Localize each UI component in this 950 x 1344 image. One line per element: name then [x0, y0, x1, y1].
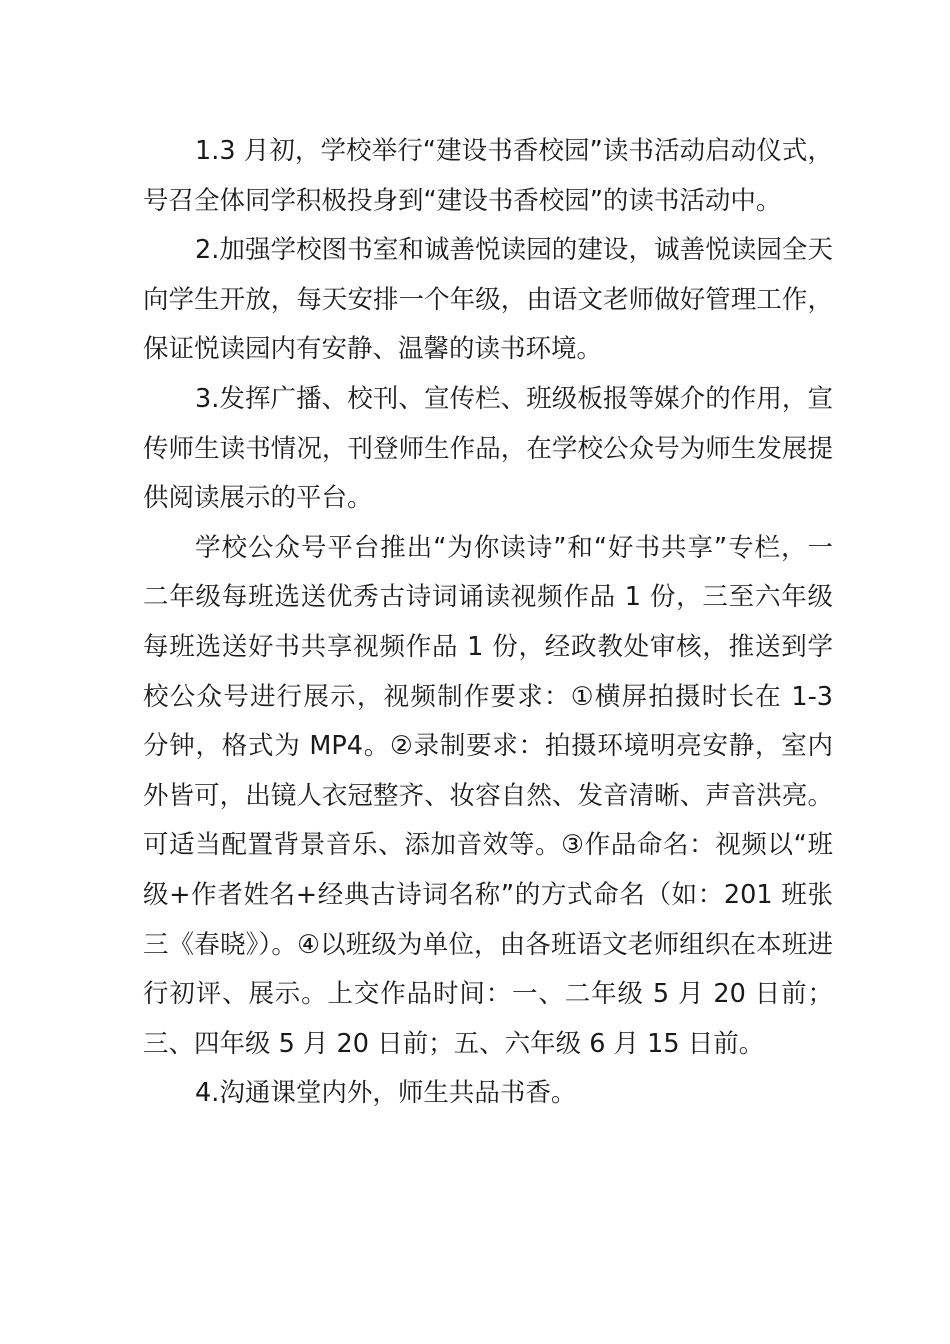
paragraph-item-1: 1.3 月初，学校举行“建设书香校园”读书活动启动仪式，号召全体同学积极投身到“建设书香校园”的读书活动中。: [143, 136, 833, 216]
paragraph-item-4: 4.沟通课堂内外，师生共品书香。: [195, 1078, 577, 1109]
paragraph-official-account: 学校公众号平台推出“为你读诗”和“好书共享”专栏，一二年级每班选送优秀古诗词诵读视频作品 1 份，三至六年级每班选送好书共享视频作品 1 份，经政教处审核，推送到学校公众号进行展示，视频制作要求：①横屏拍摄时长在 1-3 分钟，格式为 MP4。②录制要求：拍摄环境明亮安静，室内外皆可，出镜人衣冠整齐、妆容自然、发音清晰、声音洪亮。可适当配置背景音乐、添加音效等。③作品命名：视频以“班级+作者姓名+经典古诗词名称”的方式命名（如：201 班张三《春晓》）。④以班级为单位，由各班语文老师组织在本班进行初评、展示。上交作品时间：一、二年级 5 月 20 日前；三、四年级 5 月 20 日前；五、六年级 6 月 15 日前。: [143, 532, 833, 1059]
paragraph-item-3: 3.发挥广播、校刊、宣传栏、班级板报等媒介的作用，宣传师生读书情况，刊登师生作品，在学校公众号为师生发展提供阅读展示的平台。: [143, 383, 833, 514]
paragraph-item-2: 2.加强学校图书室和诚善悦读园的建设，诚善悦读园全天向学生开放，每天安排一个年级，由语文老师做好管理工作，保证悦读园内有安静、温馨的读书环境。: [143, 235, 833, 365]
document-body: [143, 127, 833, 1119]
